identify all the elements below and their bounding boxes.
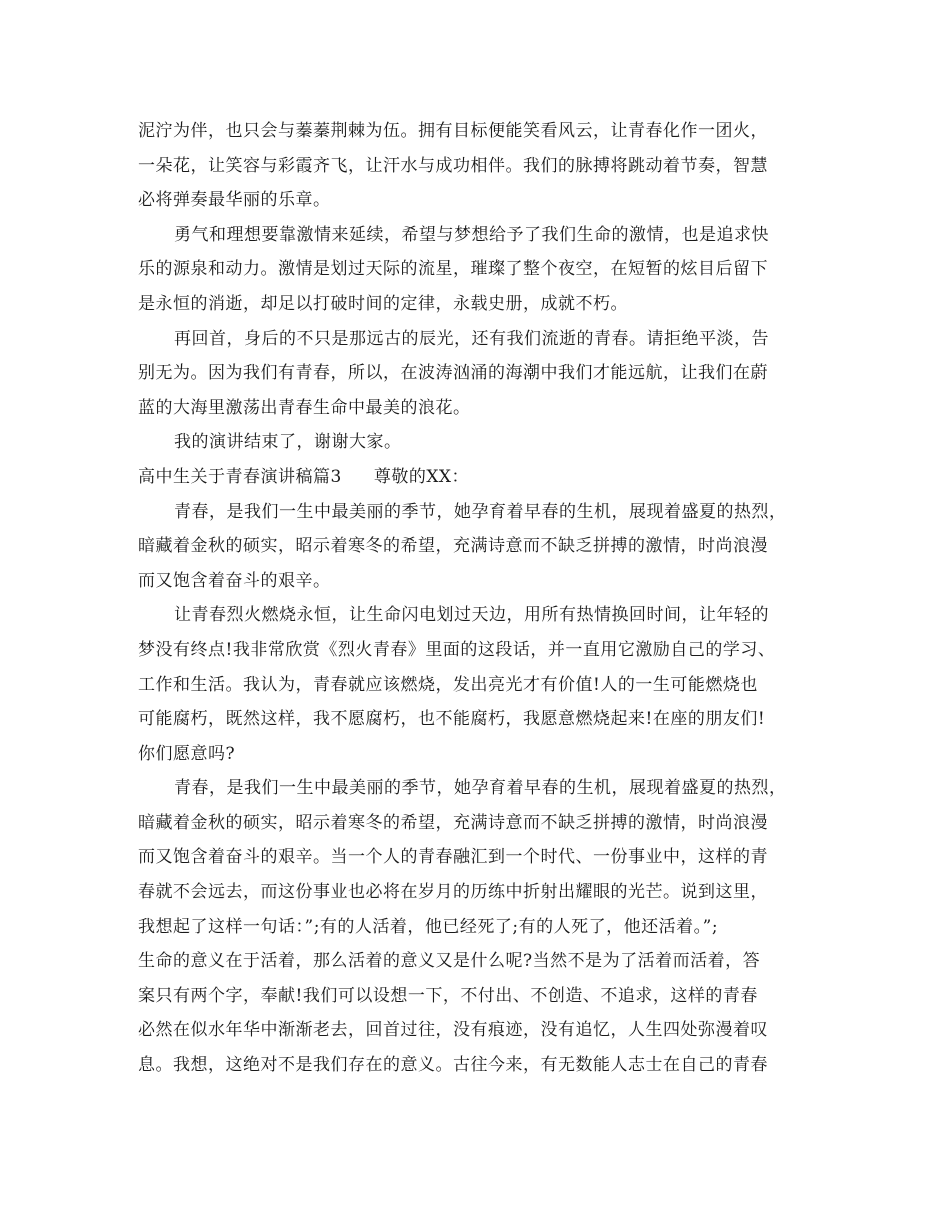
text-line: 春就不会远去，而这份事业也必将在岁月的历练中折射出耀眼的光芒。说到这里， [138, 882, 768, 903]
salutation: 尊敬的XX： [373, 466, 470, 487]
text-line: 必将弹奏最华丽的乐章。 [138, 190, 331, 211]
text-line: 而又饱含着奋斗的艰辛。当一个人的青春融汇到一个时代、一份事业中，这样的青 [138, 847, 768, 868]
text-line: 生命的意义在于活着，那么活着的意义又是什么呢?当然不是为了活着而活着，答 [138, 951, 761, 972]
paragraph-start-line: 青春，是我们一生中最美丽的季节，她孕育着早春的生机，展现着盛夏的热烈， [174, 778, 787, 799]
text-line: 泥泞为伴，也只会与蓁蓁荆棘为伍。拥有目标便能笑看风云，让青春化作一团火， [138, 121, 768, 141]
paragraph-start-line: 我的演讲结束了，谢谢大家。 [174, 432, 402, 453]
paragraph-start-line: 让青春烈火燃烧永恒，让生命闪电划过天边，用所有热情换回时间，让年轻的 [174, 605, 769, 626]
text-line: 案只有两个字，奉献!我们可以设想一下，不付出、不创造、不追求，这样的青春 [138, 985, 758, 1006]
paragraph-start-line: 再回首，身后的不只是那远古的辰光，还有我们流逝的青春。请拒绝平淡，告 [174, 328, 769, 349]
text-line: 而又饱含着奋斗的艰辛。 [138, 570, 331, 591]
text-line: 乐的源泉和动力。激情是划过天际的流星，璀璨了整个夜空，在短暂的炫目后留下 [138, 259, 768, 280]
paragraph-start-line: 青春，是我们一生中最美丽的季节，她孕育着早春的生机，展现着盛夏的热烈， [174, 501, 787, 522]
document-body [138, 114, 818, 1083]
text-line: 我想起了这样一句话：”;有的人活着，他已经死了;有的人死了，他还活着。”; [138, 916, 719, 937]
text-line: 是永恒的消逝，却足以打破时间的定律，永载史册，成就不朽。 [138, 293, 628, 314]
text-line: 别无为。因为我们有青春，所以，在波涛汹涌的海潮中我们才能远航，让我们在蔚 [138, 363, 768, 384]
text-line: 暗藏着金秋的硕实，昭示着寒冬的希望，充满诗意而不缺乏拼搏的激情，时尚浪漫 [138, 536, 768, 557]
text-line: 工作和生活。我认为，青春就应该燃烧，发出亮光才有价值!人的一生可能燃烧也 [138, 674, 758, 695]
section-title: 高中生关于青春演讲稿篇3 [138, 466, 342, 487]
text-line: 可能腐朽，既然这样，我不愿腐朽，也不能腐朽，我愿意燃烧起来!在座的朋友们! [138, 709, 766, 730]
section-heading [138, 460, 818, 495]
text-line: 蓝的大海里激荡出青春生命中最美的浪花。 [138, 397, 471, 418]
text-line: 梦没有终点!我非常欣赏《烈火青春》里面的这段话，并一直用它激励自己的学习、 [138, 639, 776, 660]
text-line: 一朵花，让笑容与彩霞齐飞，让汗水与成功相伴。我们的脉搏将跳动着节奏，智慧 [138, 155, 768, 176]
text-line: 你们愿意吗? [138, 743, 236, 764]
paragraph-start-line: 勇气和理想要靠激情来延续，希望与梦想给予了我们生命的激情，也是追求快 [174, 224, 769, 245]
text-line: 暗藏着金秋的硕实，昭示着寒冬的希望，充满诗意而不缺乏拼搏的激情，时尚浪漫 [138, 812, 768, 833]
text-line: 息。我想，这绝对不是我们存在的意义。古往今来，有无数能人志士在自己的青春 [138, 1055, 768, 1076]
text-line: 必然在似水年华中渐渐老去，回首过往，没有痕迹，没有追忆，人生四处弥漫着叹 [138, 1020, 768, 1041]
